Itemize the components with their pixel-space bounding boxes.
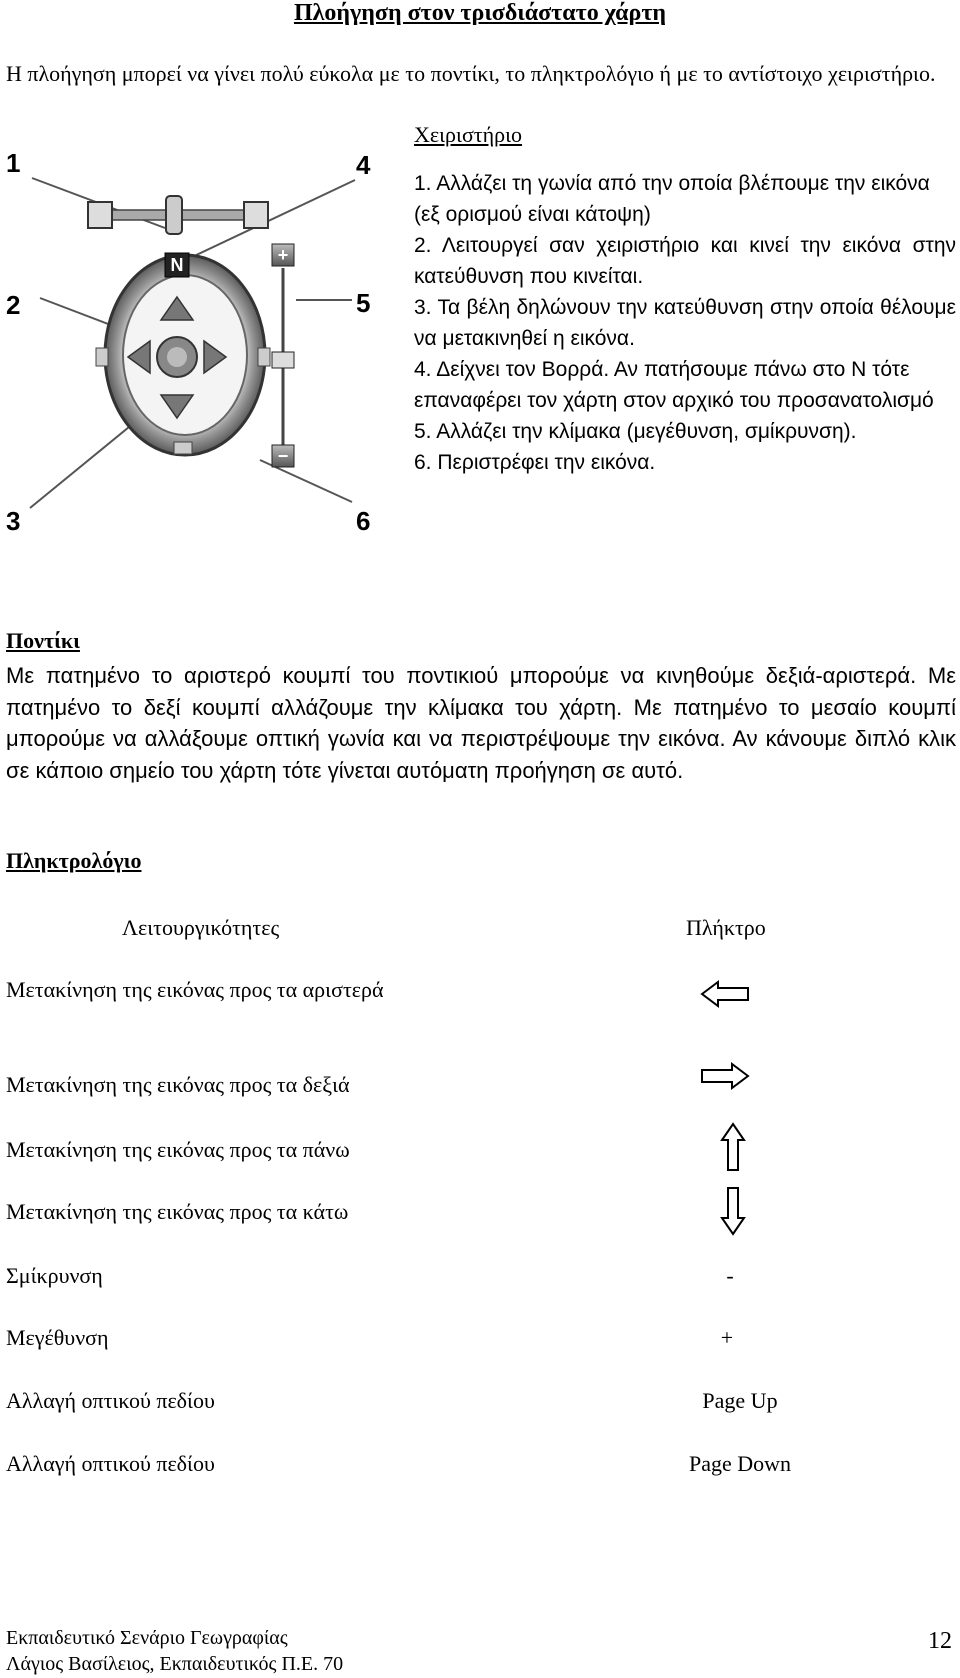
- controller-item-4: 4. Δείχνει τον Βορρά. Αν πατήσουμε πάνω στο Ν τότε επαναφέρει τον χάρτη στον αρχικό του προσανατολισμό: [414, 358, 934, 412]
- keyboard-row-4-function: Μετακίνηση της εικόνας προς τα κάτω: [6, 1199, 349, 1224]
- navigation-controller-illustration: [0, 150, 400, 570]
- joystick-icon: [157, 337, 197, 377]
- keyboard-row-8-key: Page Down: [688, 1451, 792, 1476]
- callout-3: 3: [6, 506, 21, 536]
- tilt-slider-icon: [88, 196, 268, 234]
- mouse-heading: Ποντίκι: [6, 628, 80, 653]
- footer-line-2: Λάγιος Βασίλειος, Εκπαιδευτικός Π.Ε. 70: [6, 1653, 344, 1675]
- svg-text:−: −: [277, 446, 289, 466]
- controller-items: [414, 168, 956, 478]
- callout-6: 6: [356, 506, 371, 536]
- controller-item-6: 6. Περιστρέφει την εικόνα.: [414, 451, 656, 474]
- controller-item-3: 3. Τα βέλη δηλώνουν την κατεύθυνση στην οποία θέλουμε να μετακινηθεί η εικόνα.: [414, 296, 956, 350]
- page-number: 12: [928, 1628, 952, 1654]
- controller-item-1: 1. Αλλάζει τη γωνία από την οποία βλέπουμε την εικόνα (εξ ορισμού είναι κάτοψη): [414, 172, 930, 226]
- keyboard-row-7-key: Page Up: [702, 1388, 778, 1413]
- callout-2: 2: [6, 290, 21, 320]
- keyboard-row-2-function: Μετακίνηση της εικόνας προς τα δεξιά: [6, 1072, 350, 1097]
- up-arrow-icon: [720, 1122, 746, 1172]
- keyboard-row-5-function: Σμίκρυνση: [6, 1263, 103, 1288]
- keyboard-row-5-key: -: [726, 1263, 734, 1288]
- keyboard-row-8-function: Αλλαγή οπτικού πεδίου: [6, 1451, 215, 1476]
- mouse-paragraph: Με πατημένο το αριστερό κουμπί του ποντικιού μπορούμε να κινηθούμε δεξιά-αριστερά. Με πατημένο το δεξί κουμπί αλλάζουμε την κλίμακα του χάρτη. Με πατημένο το μεσαίο κουμπί μπορούμε να αλλάξουμε οπτική γωνία και να περιστρέψουμε την εικόνα. Αν κάνουμε διπλό κλικ σε κάποιο σημείο του χάρτη τότε γίνεται αυτόματη προήγηση σε αυτό.: [6, 663, 956, 783]
- keyboard-row-6-function: Μεγέθυνση: [6, 1325, 109, 1350]
- left-arrow-icon: [700, 980, 750, 1008]
- page-title: Πλοήγηση στον τρισδιάστατο χάρτη: [293, 0, 667, 26]
- callout-4: 4: [356, 150, 371, 180]
- svg-text:+: +: [277, 245, 289, 265]
- keyboard-row-7-function: Αλλαγή οπτικού πεδίου: [6, 1388, 215, 1413]
- controller-heading: Χειριστήριο: [414, 122, 523, 147]
- callout-5: 5: [356, 288, 371, 318]
- column-header-functions: Λειτουργικότητες: [122, 915, 280, 940]
- down-arrow-icon: [720, 1186, 746, 1236]
- north-button[interactable]: [165, 253, 189, 277]
- keyboard-row-1-function: Μετακίνηση της εικόνας προς τα αριστερά: [6, 977, 384, 1002]
- controller-item-5: 5. Αλλάζει την κλίμακα (μεγέθυνση, σμίκρυνση).: [414, 420, 857, 443]
- callout-1: 1: [6, 150, 21, 178]
- column-header-key: Πλήκτρο: [686, 915, 766, 940]
- keyboard-row-6-key: +: [720, 1325, 734, 1350]
- keyboard-row-3-function: Μετακίνηση της εικόνας προς τα πάνω: [6, 1137, 350, 1162]
- footer-line-1: Εκπαιδευτικό Σενάριο Γεωγραφίας: [6, 1627, 288, 1649]
- right-arrow-icon: [700, 1062, 750, 1090]
- controller-item-2: 2. Λειτουργεί σαν χειριστήριο και κινεί την εικόνα στην κατεύθυνση που κινείται.: [414, 234, 956, 288]
- svg-text:N: N: [170, 255, 184, 275]
- intro-paragraph: Η πλοήγηση μπορεί να γίνει πολύ εύκολα με το ποντίκι, το πληκτρολόγιο ή με το αντίστοιχο χειριστήριο.: [6, 61, 936, 86]
- zoom-slider-icon: [272, 244, 294, 467]
- keyboard-heading: Πληκτρολόγιο: [6, 848, 142, 873]
